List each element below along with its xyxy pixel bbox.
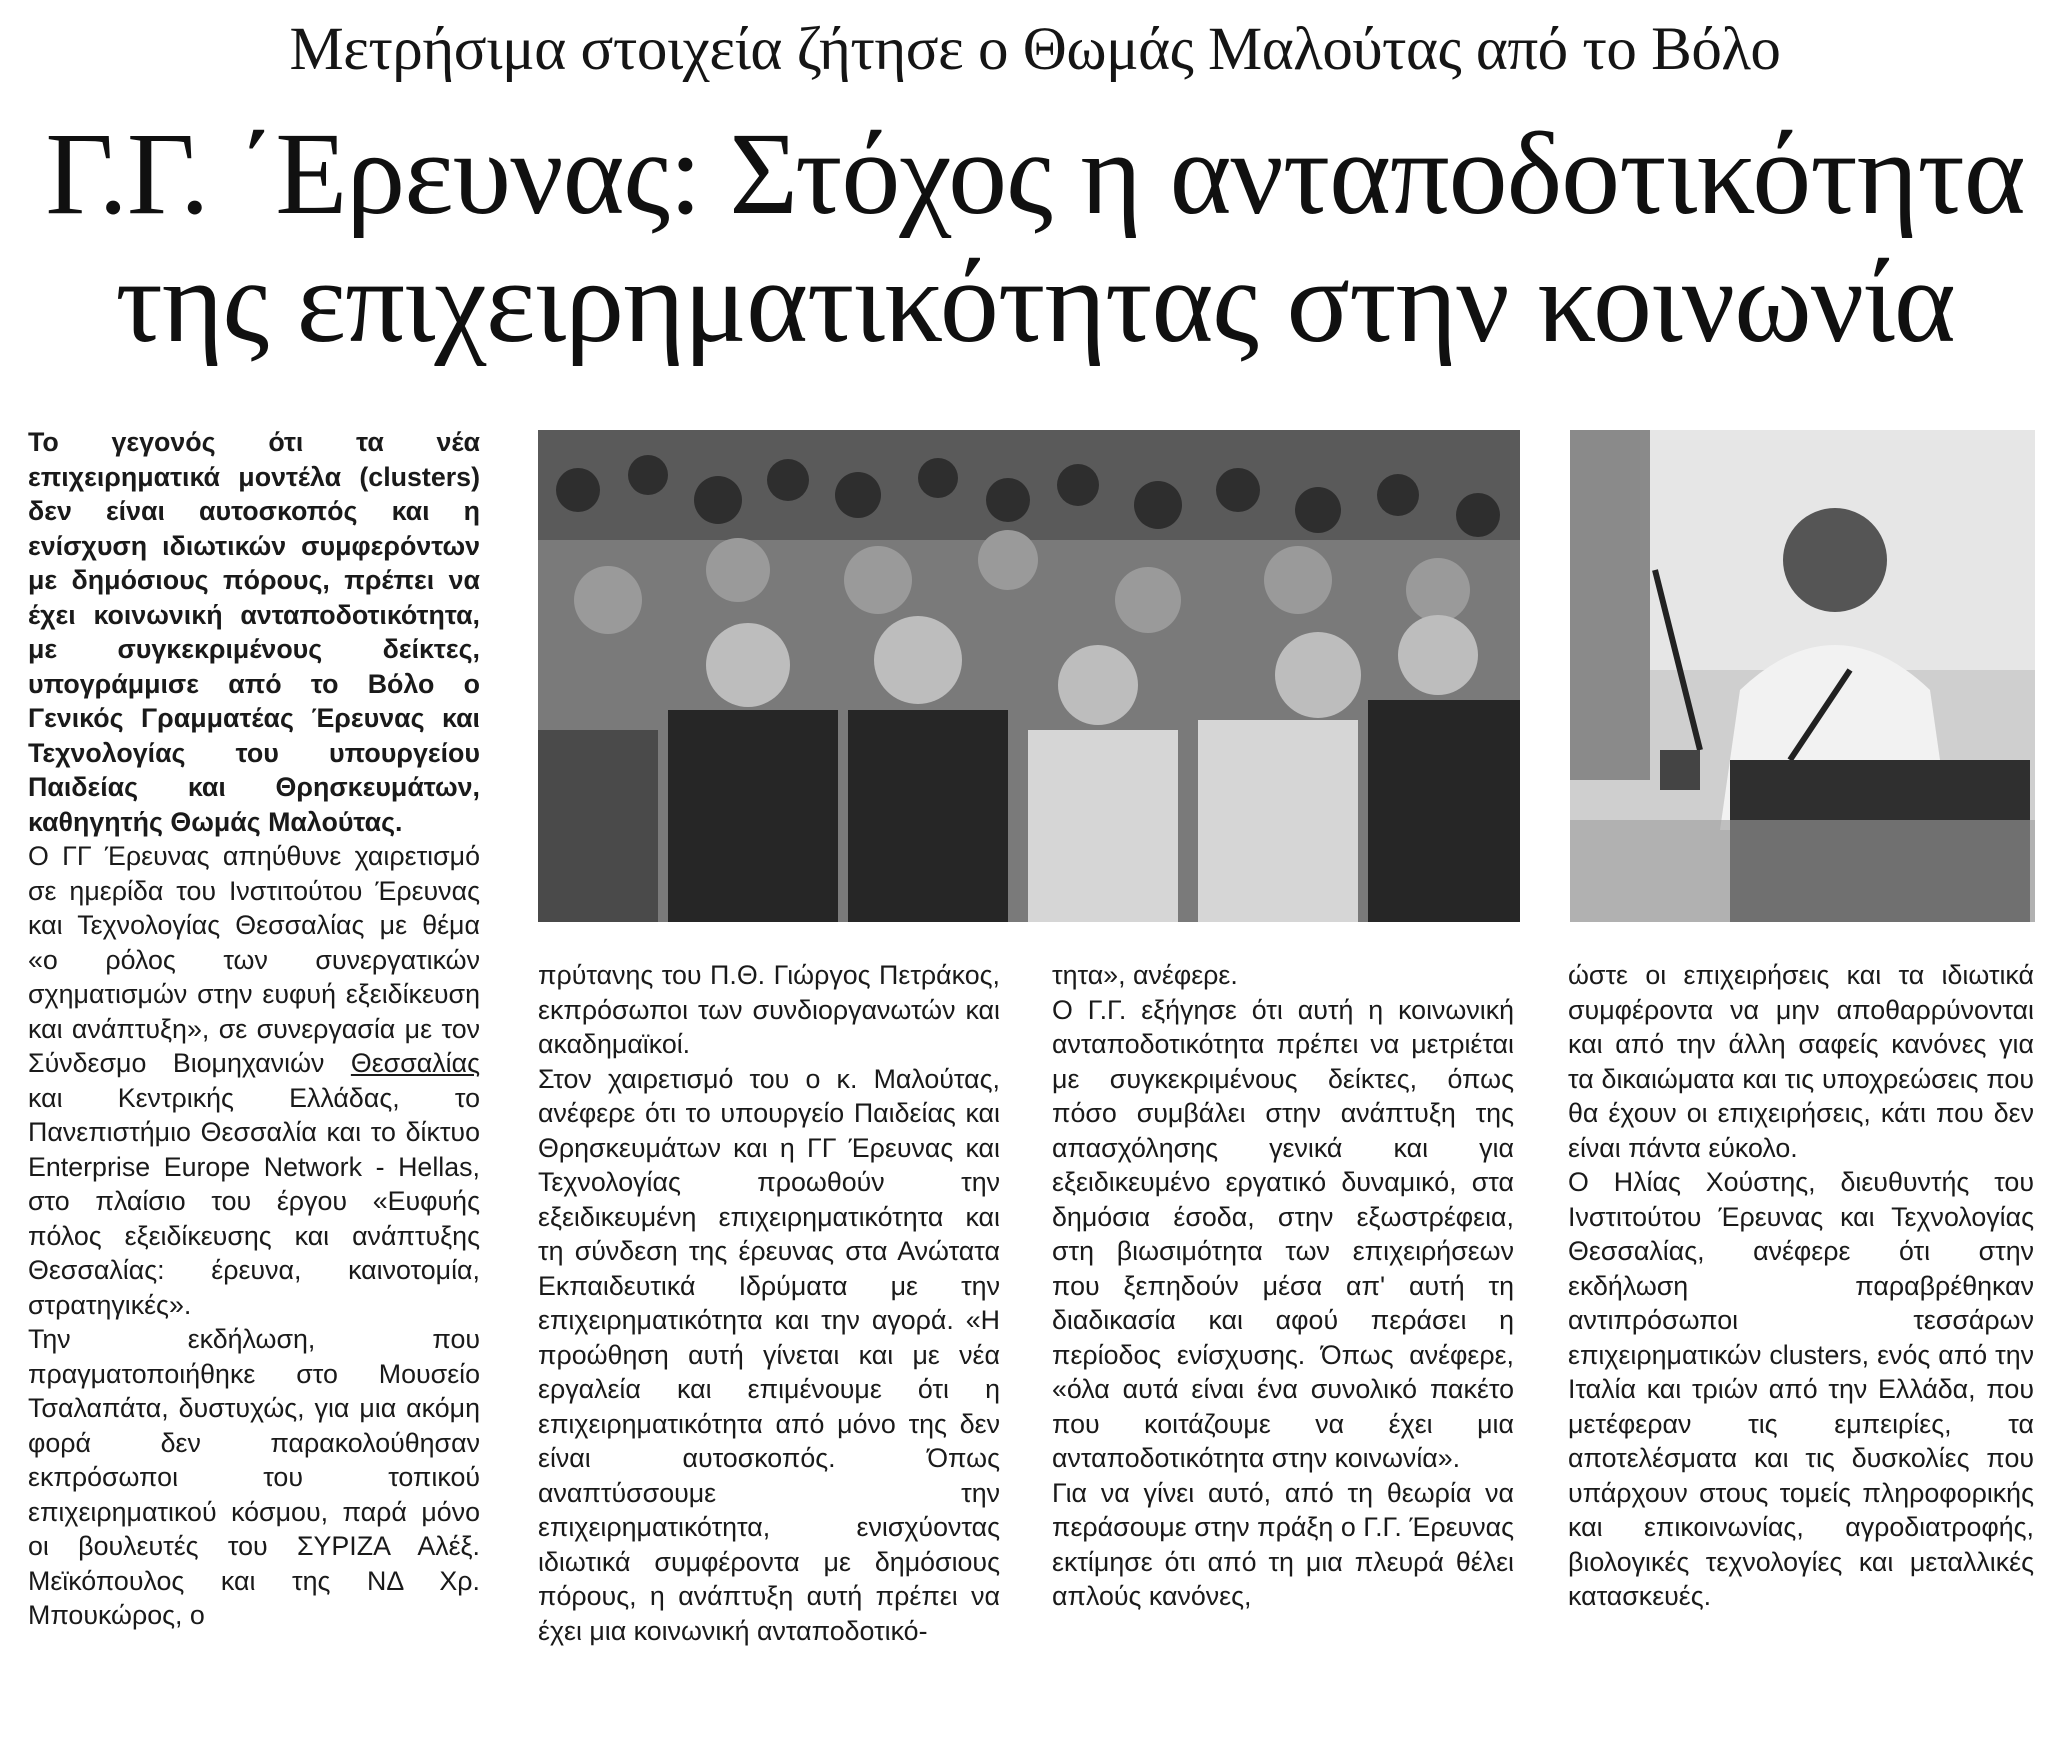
- column-2: [538, 958, 1000, 1648]
- col1-p1-before: Ο ΓΓ Έρευνας απηύθυνε χαιρετισμό σε ημερίδα του Ινστιτούτου Έρευνας και Τεχνολογίας Θεσσαλίας με θέμα «ο ρόλος των συνεργατικών σχηματισμών στην ευφυή εξειδίκευση και ανάπτυξη», σε συνεργασία με τον Σύνδεσμο Βιομηχανιών: [28, 841, 480, 1078]
- headline-line-1: Γ.Γ. ΄Ερευνας: Στόχος η ανταποδοτικότητα: [45, 108, 2025, 239]
- col3-paragraph-2: Ο Γ.Γ. εξήγησε ότι αυτή η κοινωνική ανταποδοτικότητα πρέπει να μετριέται με συγκεκριμένους δείκτες, όπως πόσο συμβάλει στην ανάπτυξη της απασχόλησης γενικά και για εξειδικευμένο εργατικό δυναμικό, στα δημόσια έσοδα, στην εξωστρέφεια, στη βιωσιμότητα των επιχειρήσεων που ξεπηδούν μέσα απ' αυτή τη διαδικασία και αφού περάσει η περίοδος ενίσχυσης. Όπως ανέφερε, «όλα αυτά είναι ένα συνολικό πακέτο που κοιτάζουμε να έχει μια ανταποδοτικότητα στην κοινωνία».: [1052, 994, 1514, 1473]
- col3-paragraph-3: Για να γίνει αυτό, από τη θεωρία να περάσουμε στην πράξη ο Γ.Γ. Έρευνας εκτίμησε ότι από τη μια πλευρά θέλει απλούς κανόνες,: [1052, 1477, 1514, 1611]
- column-1: [28, 425, 480, 1633]
- headline-line-2: της επιχειρηματικότητας στην κοινωνία: [115, 236, 1955, 367]
- col4-paragraph-2: Ο Ηλίας Χούστης, διευθυντής του Ινστιτούτου Έρευνας και Τεχνολογίας Θεσσαλίας, ανέφερε ότι στην εκδήλωση παραβρέθηκαν αντιπρόσωποι τεσσάρων επιχειρηματικών clusters, ενός από την Ιταλία και τριών από την Ελλάδα, που μετέφεραν τις εμπειρίες, τα αποτελέσματα και τις δυσκολίες που υπάρχουν στους τομείς πληροφορικής και επικοινωνίας, αγροδιατροφής, βιολογικές τεχνολογίες και μεταλλικές κατασκευές.: [1568, 1167, 2034, 1611]
- col2-paragraph-2: Στον χαιρετισμό του ο κ. Μαλούτας, ανέφερε ότι το υπουργείο Παιδείας και Θρησκευμάτων και η ΓΓ Έρευνας και Τεχνολογίας προωθούν την εξειδικευμένη επιχειρηματικότητα και τη σύνδεση της έρευνας στα Ανώτατα Εκπαιδευτικά Ιδρύματα με την επιχειρηματικότητα και την αγορά. «Η προώθηση αυτή γίνεται και με νέα εργαλεία και επιμένουμε ότι η επιχειρηματικότητα από μόνο της δεν είναι αυτοσκοπός. Όπως αναπτύσσουμε την επιχειρηματικότητα, ενισχύοντας ιδιωτικά συμφέροντα με δημόσιους πόρους, η ανάπτυξη αυτή πρέπει να έχει μια κοινωνική ανταποδοτικό-: [538, 1063, 1000, 1646]
- column-3: [1052, 958, 1514, 1614]
- col4-paragraph-1: ώστε οι επιχειρήσεις και τα ιδιωτικά συμφέροντα να μην αποθαρρύνονται και από την άλλη σαφείς κανόνες για τα δικαιώματα και τις υποχρεώσεις που θα έχουν οι επιχειρήσεις, κάτι που δεν είναι πάντα εύκολο.: [1568, 960, 2034, 1163]
- col1-paragraph-2: Την εκδήλωση, που πραγματοποιήθηκε στο Μουσείο Τσαλαπάτα, δυστυχώς, για μια ακόμη φορά δεν παρακολούθησαν εκπρόσωποι του τοπικού επιχειρηματικού κόσμου, παρά μόνο οι βουλευτές του ΣΥΡΙΖΑ Αλέξ. Μεϊκόπουλος και της ΝΔ Χρ. Μπουκώρος, ο: [28, 1324, 480, 1630]
- col1-p1-after: και Κεντρικής Ελλάδας, το Πανεπιστήμιο Θεσσαλία και το δίκτυο Enterprise Europe Network - Hellas, στο πλαίσιο του έργου «Ευφυής πόλος εξειδίκευσης και ανάπτυξης Θεσσαλίας: έρευνα, καινοτομία, στρατηγικές».: [28, 1082, 480, 1320]
- col3-paragraph-1: τητα», ανέφερε.: [1052, 960, 1238, 990]
- col2-paragraph-1: πρύτανης του Π.Θ. Γιώργος Πετράκος, εκπρόσωποι των συνδιοργανωτών και ακαδημαϊκοί.: [538, 960, 1000, 1059]
- column-4: [1568, 958, 2034, 1614]
- kicker-headline: Μετρήσιμα στοιχεία ζήτησε ο Θωμάς Μαλούτας από το Βόλο: [289, 16, 1781, 83]
- speaker-photo: [1570, 430, 2035, 922]
- underlined-word: Θεσσαλίας: [350, 1048, 480, 1078]
- lead-paragraph: Το γεγονός ότι τα νέα επιχειρηματικά μοντέλα (clusters) δεν είναι αυτοσκοπός και η ενίσχυση ιδιωτικών συμφερόντων με δημόσιους πόρους, πρέπει να έχει κοινωνική ανταποδοτικότητα, με συγκεκριμένους δείκτες, υπογράμμισε από το Βόλο ο Γενικός Γραμματέας Έρευνας και Τεχνολογίας του υπουργείου Παιδείας και Θρησκευμάτων, καθηγητής Θωμάς Μαλούτας.: [28, 427, 480, 837]
- audience-photo: [538, 430, 1520, 922]
- col1-paragraph-1: [28, 839, 480, 1322]
- main-headline: [0, 110, 2070, 366]
